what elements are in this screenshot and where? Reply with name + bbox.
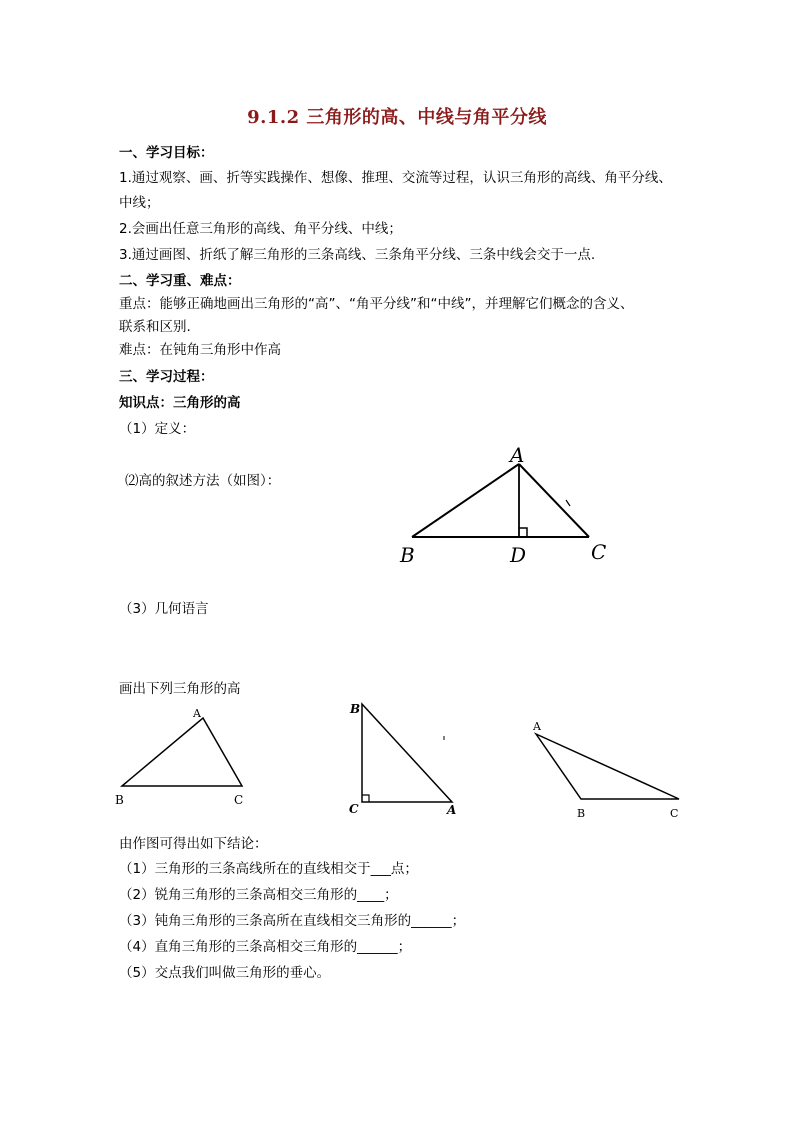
goal-2: 2.会画出任意三角形的高线、角平分线、中线； [119,221,402,237]
obtuse-label-a: A [533,720,541,733]
right-label-b: B [350,702,361,716]
conclusion-3: （3）钝角三角形的三条高所在直线相交三角形的______； [119,913,466,929]
right-triangle-angle-mark [362,795,369,802]
right-triangle [362,704,452,802]
label-d: D [510,543,527,567]
key-point-line-2: 联系和区别. [119,319,191,335]
goal-1-line-2: 中线； [119,195,160,211]
key-point-line-1: 重点：能够正确地画出三角形的“高”、“角平分线”和“中线”，并理解它们概念的含义、 [119,296,634,312]
item-geometry-language: （3）几何语言 [119,601,209,617]
conclusion-5: （5）交点我们叫做三角形的垂心。 [119,965,331,981]
difficulty: 难点：在钝角三角形中作高 [119,342,281,358]
obtuse-label-b: B [577,807,586,820]
acute-label-b: B [115,793,124,807]
item-description: ⑵高的叙述方法（如图）： [125,473,281,489]
right-label-c: C [349,802,359,816]
acute-triangle [122,718,242,786]
acute-label-a: A [193,707,201,720]
knowledge-heading: 知识点：三角形的高 [119,395,241,411]
draw-prompt: 画出下列三角形的高 [119,681,241,697]
goal-1-line-1: 1.通过观察、画、折等实践操作、想像、推理、交流等过程，认识三角形的高线、角平分线、 [119,170,672,186]
obtuse-triangle [536,734,679,799]
key-heading: 二、学习重、难点： [119,273,241,289]
conclusions-heading: 由作图可得出如下结论： [119,836,268,852]
label-c: C [591,540,607,564]
obtuse-label-c: C [670,807,679,820]
item-definition: （1）定义： [119,421,196,437]
right-label-a: A [447,803,457,817]
acute-label-c: C [234,793,244,807]
page-title: 9.1.2 三角形的高、中线与角平分线 [247,107,547,128]
conclusion-2: （2）锐角三角形的三条高相交三角形的____； [119,887,398,903]
process-heading: 三、学习过程： [119,369,214,385]
label-a: A [510,443,525,467]
label-b: B [400,543,415,567]
conclusion-1: （1）三角形的三条高线所在的直线相交于___点； [119,861,418,877]
goals-heading: 一、学习目标： [119,145,214,161]
conclusion-4: （4）直角三角形的三条高相交三角形的______； [119,939,412,955]
goal-3: 3.通过画图、折纸了解三角形的三条高线、三条角平分线、三条中线会交于一点. [119,247,596,263]
